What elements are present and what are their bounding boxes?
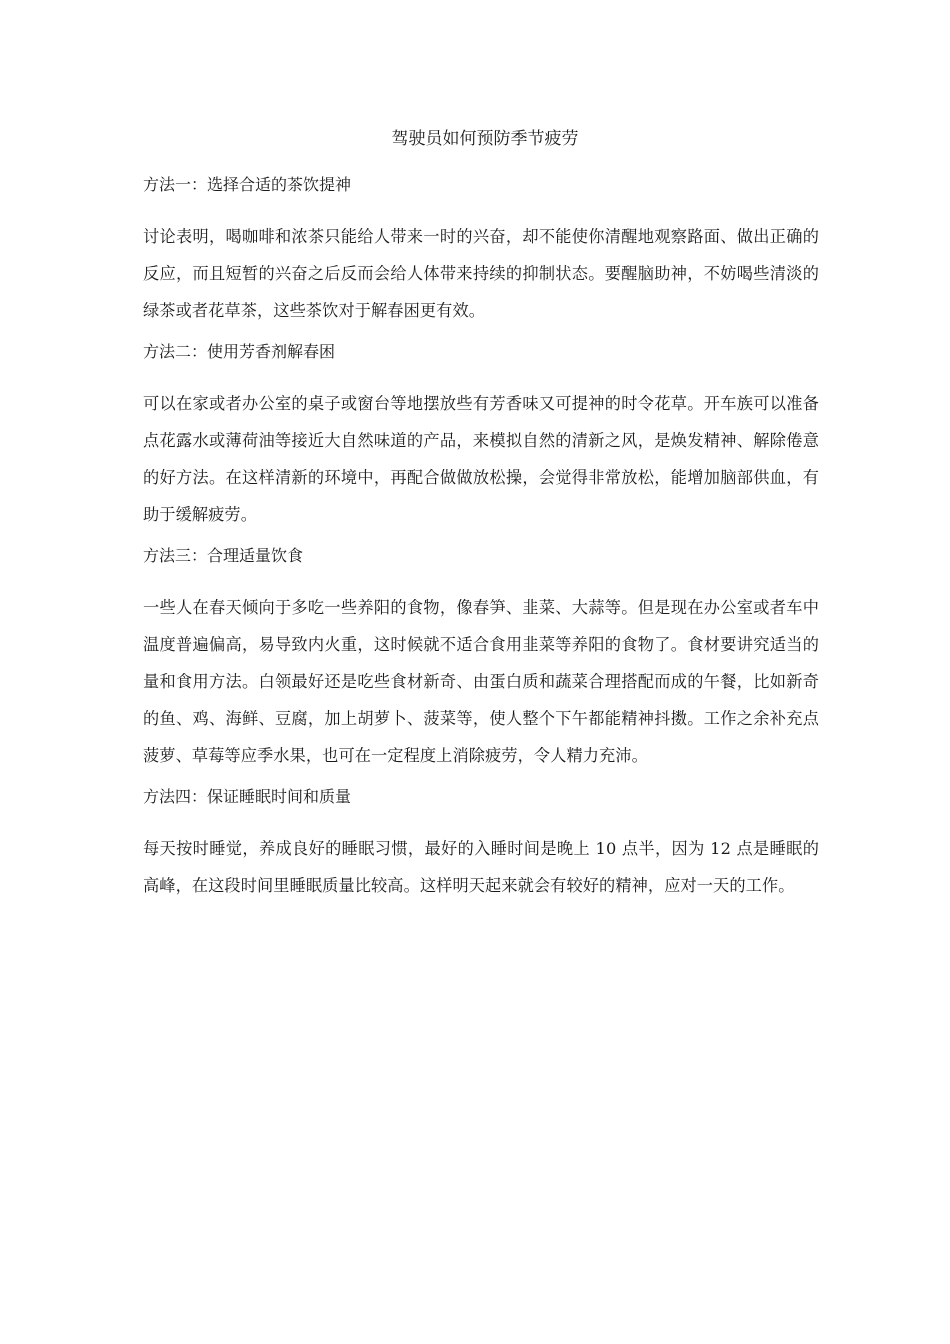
section-body-3: 一些人在春天倾向于多吃一些养阳的食物，像春笋、韭菜、大蒜等。但是现在办公室或者车中温度普遍偏高，易导致内火重，这时候就不适合食用韭菜等养阳的食物了。食材要讲究适当的量和食用方法。白领最好还是吃些食材新奇、由蛋白质和蔬菜合理搭配而成的午餐，比如新奇的鱼、鸡、海鲜、豆腐，加上胡萝卜、菠菜等，使人整个下午都能精神抖擞。工作之余补充点菠萝、草莓等应季水果，也可在一定程度上消除疲劳，令人精力充沛。 [143, 598, 819, 765]
section-heading-1: 方法一：选择合适的茶饮提神 [143, 175, 352, 194]
section-body-2: 可以在家或者办公室的桌子或窗台等地摆放些有芳香味又可提神的时令花草。开车族可以准备点花露水或薄荷油等接近大自然味道的产品，来模拟自然的清新之风，是焕发精神、解除倦意的好方法。在这样清新的环境中，再配合做做放松操，会觉得非常放松，能增加脑部供血，有助于缓解疲劳。 [143, 394, 819, 524]
section-body-1: 讨论表明，喝咖啡和浓茶只能给人带来一时的兴奋，却不能使你清醒地观察路面、做出正确的反应，而且短暂的兴奋之后反而会给人体带来持续的抑制状态。要醒脑助神，不妨喝些清淡的绿茶或者花草茶，这些茶饮对于解春困更有效。 [143, 227, 819, 320]
document-page [143, 126, 819, 914]
section-body-4: 每天按时睡觉，养成良好的睡眠习惯，最好的入睡时间是晚上 10 点半，因为 12 点是睡眠的高峰，在这段时间里睡眠质量比较高。这样明天起来就会有较好的精神，应对一天的工作。 [143, 839, 819, 895]
section-heading-2: 方法二：使用芳香剂解春困 [143, 342, 336, 361]
section-heading-4: 方法四：保证睡眠时间和质量 [143, 787, 352, 806]
document-title: 驾驶员如何预防季节疲劳 [391, 129, 579, 149]
section-heading-3: 方法三：合理适量饮食 [143, 546, 304, 565]
